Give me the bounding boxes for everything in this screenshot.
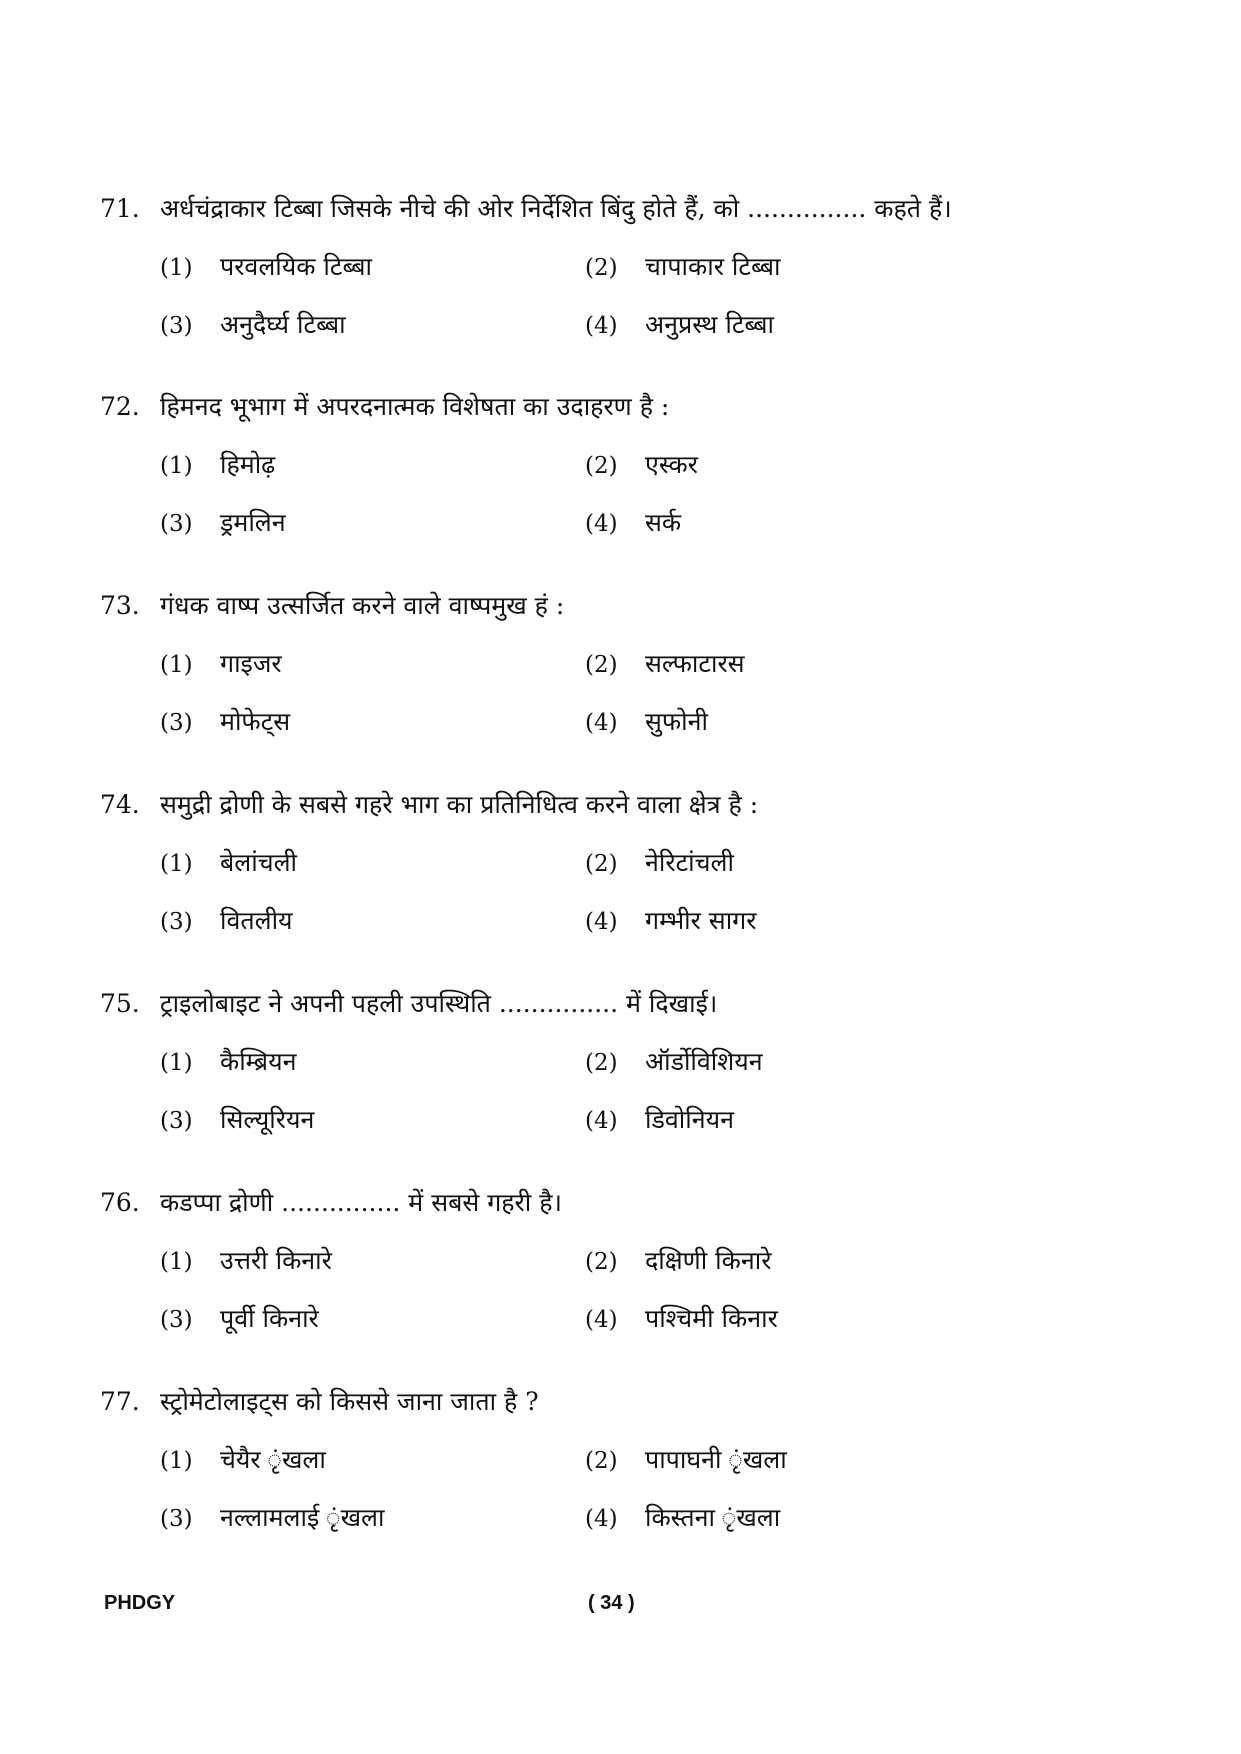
option-text: उत्तरी किनारे (220, 1246, 332, 1275)
option-text: हिमोढ़ (220, 450, 276, 479)
option-2 (585, 1438, 1010, 1483)
option-1 (160, 1239, 585, 1284)
option-4 (585, 1297, 1010, 1342)
option-text: चेयैर ृंखला (220, 1445, 326, 1474)
question-77 (100, 1380, 1160, 1554)
option-number: (3) (160, 710, 193, 736)
page-number: ( 34 ) (588, 1592, 635, 1614)
question-number: 77. (100, 1387, 140, 1416)
option-1 (160, 1040, 585, 1085)
option-2 (585, 841, 1010, 886)
option-number: (1) (160, 652, 193, 678)
option-3 (160, 899, 585, 944)
option-number: (4) (585, 511, 618, 537)
option-text: बेलांचली (220, 848, 298, 877)
option-text: नल्लामलाई ृंखला (220, 1503, 385, 1532)
option-text: गम्भीर सागर (645, 906, 757, 935)
option-4 (585, 1496, 1010, 1541)
option-number: (1) (160, 1050, 193, 1076)
option-3 (160, 303, 585, 348)
question-75 (100, 982, 1160, 1156)
question-number: 73. (100, 591, 140, 620)
option-number: (2) (585, 453, 618, 479)
question-text: गंधक वाष्प उत्सर्जित करने वाले वाष्पमुख हं : (160, 591, 565, 620)
option-text: एस्कर (645, 450, 698, 479)
question-71 (100, 187, 1160, 361)
option-number: (2) (585, 255, 618, 281)
option-number: (2) (585, 1249, 618, 1275)
option-text: अनुदैर्घ्य टिब्बा (220, 310, 346, 339)
option-number: (4) (585, 1307, 618, 1333)
option-number: (3) (160, 909, 193, 935)
option-number: (2) (585, 1448, 618, 1474)
option-text: ड्रमलिन (220, 508, 286, 537)
option-text: मोफेट्स (220, 707, 291, 736)
option-text: कैम्ब्रियन (220, 1047, 297, 1076)
question-text: स्ट्रोमेटोलाइट्स को किससे जाना जाता है ? (160, 1387, 539, 1416)
option-text: चापाकार टिब्बा (645, 252, 781, 281)
option-number: (1) (160, 1249, 193, 1275)
options (160, 1040, 1160, 1142)
option-text: दक्षिणी किनारे (645, 1246, 772, 1275)
option-text: सल्फाटारस (645, 649, 745, 678)
option-3 (160, 1297, 585, 1342)
option-text: वितलीय (220, 906, 293, 935)
option-2 (585, 443, 1010, 488)
option-text: पश्चिमी किनार (645, 1304, 778, 1333)
options (160, 841, 1160, 943)
option-number: (3) (160, 1108, 193, 1134)
question-number: 74. (100, 790, 140, 819)
option-4 (585, 700, 1010, 745)
paper-code: PHDGY (104, 1592, 176, 1614)
option-text: डिवोनियन (645, 1105, 734, 1134)
option-1 (160, 443, 585, 488)
options (160, 443, 1160, 545)
option-text: नेरिटांचली (645, 848, 734, 877)
question-text: समुद्री द्रोणी के सबसे गहरे भाग का प्रतिनिधित्व करने वाला क्षेत्र है : (160, 790, 759, 819)
question-number: 75. (100, 989, 140, 1018)
option-text: अनुप्रस्थ टिब्बा (645, 310, 774, 339)
question-74 (100, 783, 1160, 957)
option-number: (4) (585, 1506, 618, 1532)
option-number: (3) (160, 313, 193, 339)
option-3 (160, 700, 585, 745)
option-number: (3) (160, 1307, 193, 1333)
option-number: (3) (160, 1506, 193, 1532)
options (160, 245, 1160, 347)
option-1 (160, 1438, 585, 1483)
option-number: (4) (585, 909, 618, 935)
question-text: कडप्पा द्रोणी ............... में सबसे गहरी है। (160, 1188, 562, 1217)
option-number: (1) (160, 453, 193, 479)
option-number: (4) (585, 1108, 618, 1134)
question-number: 72. (100, 392, 140, 421)
option-4 (585, 303, 1010, 348)
option-number: (4) (585, 710, 618, 736)
question-73 (100, 584, 1160, 758)
options (160, 1438, 1160, 1540)
option-text: ऑर्डोविशियन (645, 1047, 763, 1076)
option-number: (4) (585, 313, 618, 339)
option-text: सर्क (645, 508, 682, 537)
option-3 (160, 501, 585, 546)
option-number: (2) (585, 1050, 618, 1076)
question-text: अर्धचंद्राकार टिब्बा जिसके नीचे की ओर निर्देशित बिंदु होते हैं, को ............... कहते हैं। (160, 194, 952, 223)
option-1 (160, 245, 585, 290)
option-4 (585, 1098, 1010, 1143)
option-1 (160, 642, 585, 687)
option-2 (585, 642, 1010, 687)
option-text: पूर्वी किनारे (220, 1304, 319, 1333)
question-72 (100, 385, 1160, 559)
option-4 (585, 899, 1010, 944)
option-4 (585, 501, 1010, 546)
option-text: पापाघनी ृंखला (645, 1445, 787, 1474)
option-number: (1) (160, 255, 193, 281)
option-number: (2) (585, 851, 618, 877)
option-2 (585, 245, 1010, 290)
option-3 (160, 1496, 585, 1541)
option-number: (1) (160, 1448, 193, 1474)
option-3 (160, 1098, 585, 1143)
option-text: सिल्यूरियन (220, 1105, 315, 1134)
option-text: गाइजर (220, 649, 282, 678)
options (160, 1239, 1160, 1341)
question-text: ट्राइलोबाइट ने अपनी पहली उपस्थिति ............... में दिखाई। (160, 989, 718, 1018)
question-76 (100, 1181, 1160, 1355)
option-2 (585, 1239, 1010, 1284)
option-number: (3) (160, 511, 193, 537)
question-number: 71. (100, 194, 140, 223)
question-text: हिमनद भूभाग में अपरदनात्मक विशेषता का उदाहरण है : (160, 392, 670, 421)
option-2 (585, 1040, 1010, 1085)
option-number: (2) (585, 652, 618, 678)
option-text: परवलयिक टिब्बा (220, 252, 373, 281)
option-1 (160, 841, 585, 886)
option-text: किस्तना ृंखला (645, 1503, 781, 1532)
options (160, 642, 1160, 744)
question-number: 76. (100, 1188, 140, 1217)
option-text: सुफोनी (645, 707, 709, 736)
option-number: (1) (160, 851, 193, 877)
